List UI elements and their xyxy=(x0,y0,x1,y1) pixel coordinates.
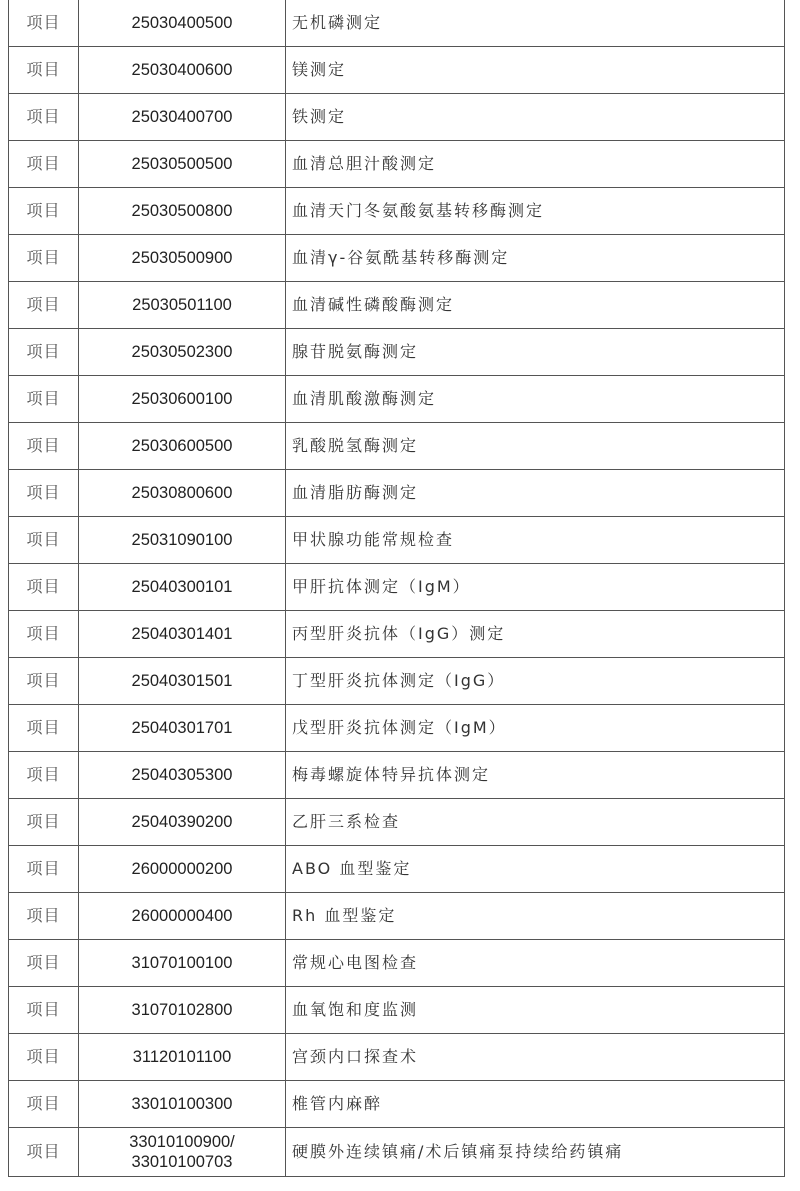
item-name-cell: 血清碱性磷酸酶测定 xyxy=(286,282,785,329)
item-name-cell: 丁型肝炎抗体测定（IgG） xyxy=(286,658,785,705)
item-code-cell: 25030501100 xyxy=(79,282,286,329)
item-code-cell: 25030500900 xyxy=(79,235,286,282)
item-code-line-1: 33010100900/ xyxy=(129,1133,235,1151)
item-name-cell: 无机磷测定 xyxy=(286,0,785,47)
item-type-cell: 项目 xyxy=(9,1034,79,1081)
item-name-cell: 乳酸脱氢酶测定 xyxy=(286,423,785,470)
item-name-cell: 戊型肝炎抗体测定（IgM） xyxy=(286,705,785,752)
item-name-cell: 血清γ-谷氨酰基转移酶测定 xyxy=(286,235,785,282)
table-row xyxy=(9,1128,785,1177)
item-type-cell: 项目 xyxy=(9,282,79,329)
item-code-cell: 25040301701 xyxy=(79,705,286,752)
item-name-cell: 椎管内麻醉 xyxy=(286,1081,785,1128)
item-name-cell: 硬膜外连续镇痛/术后镇痛泵持续给药镇痛 xyxy=(286,1128,785,1177)
pricing-items-table xyxy=(8,0,785,1177)
item-type-cell: 项目 xyxy=(9,235,79,282)
item-name-cell: 血清总胆汁酸测定 xyxy=(286,141,785,188)
item-type-cell: 项目 xyxy=(9,47,79,94)
item-type-cell: 项目 xyxy=(9,423,79,470)
item-type-cell: 项目 xyxy=(9,329,79,376)
table-row xyxy=(9,799,785,846)
item-name-cell: 梅毒螺旋体特异抗体测定 xyxy=(286,752,785,799)
item-name-cell: 甲肝抗体测定（IgM） xyxy=(286,564,785,611)
item-name-cell: 腺苷脱氨酶测定 xyxy=(286,329,785,376)
item-name-cell: 血清肌酸激酶测定 xyxy=(286,376,785,423)
item-code-cell: 25040301401 xyxy=(79,611,286,658)
item-name-cell: 血氧饱和度监测 xyxy=(286,987,785,1034)
item-type-cell: 项目 xyxy=(9,188,79,235)
item-code-cell: 31070100100 xyxy=(79,940,286,987)
table-row xyxy=(9,517,785,564)
item-code-cell: 25030400700 xyxy=(79,94,286,141)
item-code-cell: 25030400500 xyxy=(79,0,286,47)
item-name-cell: ABO 血型鉴定 xyxy=(286,846,785,893)
item-code-cell: 25040390200 xyxy=(79,799,286,846)
table-row xyxy=(9,940,785,987)
table-row xyxy=(9,564,785,611)
item-type-cell: 项目 xyxy=(9,94,79,141)
item-type-cell: 项目 xyxy=(9,470,79,517)
item-code-cell: 25040305300 xyxy=(79,752,286,799)
item-type-cell: 项目 xyxy=(9,1128,79,1177)
item-code-line-2: 33010100703 xyxy=(131,1153,233,1171)
item-type-cell: 项目 xyxy=(9,799,79,846)
table-row xyxy=(9,94,785,141)
item-code-cell: 26000000200 xyxy=(79,846,286,893)
item-type-cell: 项目 xyxy=(9,376,79,423)
item-code-cell: 33010100300 xyxy=(79,1081,286,1128)
item-code-cell: 25040300101 xyxy=(79,564,286,611)
item-name-cell: 甲状腺功能常规检查 xyxy=(286,517,785,564)
table-row xyxy=(9,611,785,658)
table-row xyxy=(9,235,785,282)
table-row xyxy=(9,752,785,799)
table-row xyxy=(9,1081,785,1128)
item-code-cell: 25030800600 xyxy=(79,470,286,517)
table-row xyxy=(9,1034,785,1081)
item-type-cell: 项目 xyxy=(9,517,79,564)
item-code-cell: 25030600100 xyxy=(79,376,286,423)
item-type-cell: 项目 xyxy=(9,752,79,799)
item-code-cell: 25031090100 xyxy=(79,517,286,564)
item-name-cell: 乙肝三系检查 xyxy=(286,799,785,846)
item-code-cell: 31120101100 xyxy=(79,1034,286,1081)
table-row xyxy=(9,893,785,940)
item-type-cell: 项目 xyxy=(9,705,79,752)
item-type-cell: 项目 xyxy=(9,564,79,611)
table-row xyxy=(9,846,785,893)
item-code-cell: 25030600500 xyxy=(79,423,286,470)
item-name-cell: 铁测定 xyxy=(286,94,785,141)
table-row xyxy=(9,329,785,376)
item-type-cell: 项目 xyxy=(9,1081,79,1128)
item-code-cell: 25030500500 xyxy=(79,141,286,188)
items-table xyxy=(8,0,785,1177)
item-name-cell: 血清脂肪酶测定 xyxy=(286,470,785,517)
item-type-cell: 项目 xyxy=(9,611,79,658)
item-type-cell: 项目 xyxy=(9,846,79,893)
table-row xyxy=(9,188,785,235)
item-type-cell: 项目 xyxy=(9,141,79,188)
item-name-cell: 宫颈内口探查术 xyxy=(286,1034,785,1081)
item-code-cell xyxy=(79,1128,286,1177)
item-name-cell: 镁测定 xyxy=(286,47,785,94)
item-code-cell: 26000000400 xyxy=(79,893,286,940)
item-code-cell: 25030500800 xyxy=(79,188,286,235)
table-row xyxy=(9,376,785,423)
item-type-cell: 项目 xyxy=(9,658,79,705)
table-row xyxy=(9,141,785,188)
table-row xyxy=(9,282,785,329)
item-type-cell: 项目 xyxy=(9,0,79,47)
item-code-cell: 31070102800 xyxy=(79,987,286,1034)
table-row xyxy=(9,423,785,470)
item-name-cell: 血清天门冬氨酸氨基转移酶测定 xyxy=(286,188,785,235)
item-name-cell: 丙型肝炎抗体（IgG）测定 xyxy=(286,611,785,658)
item-type-cell: 项目 xyxy=(9,893,79,940)
item-code-cell: 25030502300 xyxy=(79,329,286,376)
table-row xyxy=(9,0,785,47)
table-row xyxy=(9,987,785,1034)
item-type-cell: 项目 xyxy=(9,987,79,1034)
item-code-cell: 25030400600 xyxy=(79,47,286,94)
item-name-cell: 常规心电图检查 xyxy=(286,940,785,987)
table-row xyxy=(9,470,785,517)
item-name-cell: Rh 血型鉴定 xyxy=(286,893,785,940)
table-row xyxy=(9,658,785,705)
table-row xyxy=(9,47,785,94)
table-row xyxy=(9,705,785,752)
item-code-cell: 25040301501 xyxy=(79,658,286,705)
item-type-cell: 项目 xyxy=(9,940,79,987)
